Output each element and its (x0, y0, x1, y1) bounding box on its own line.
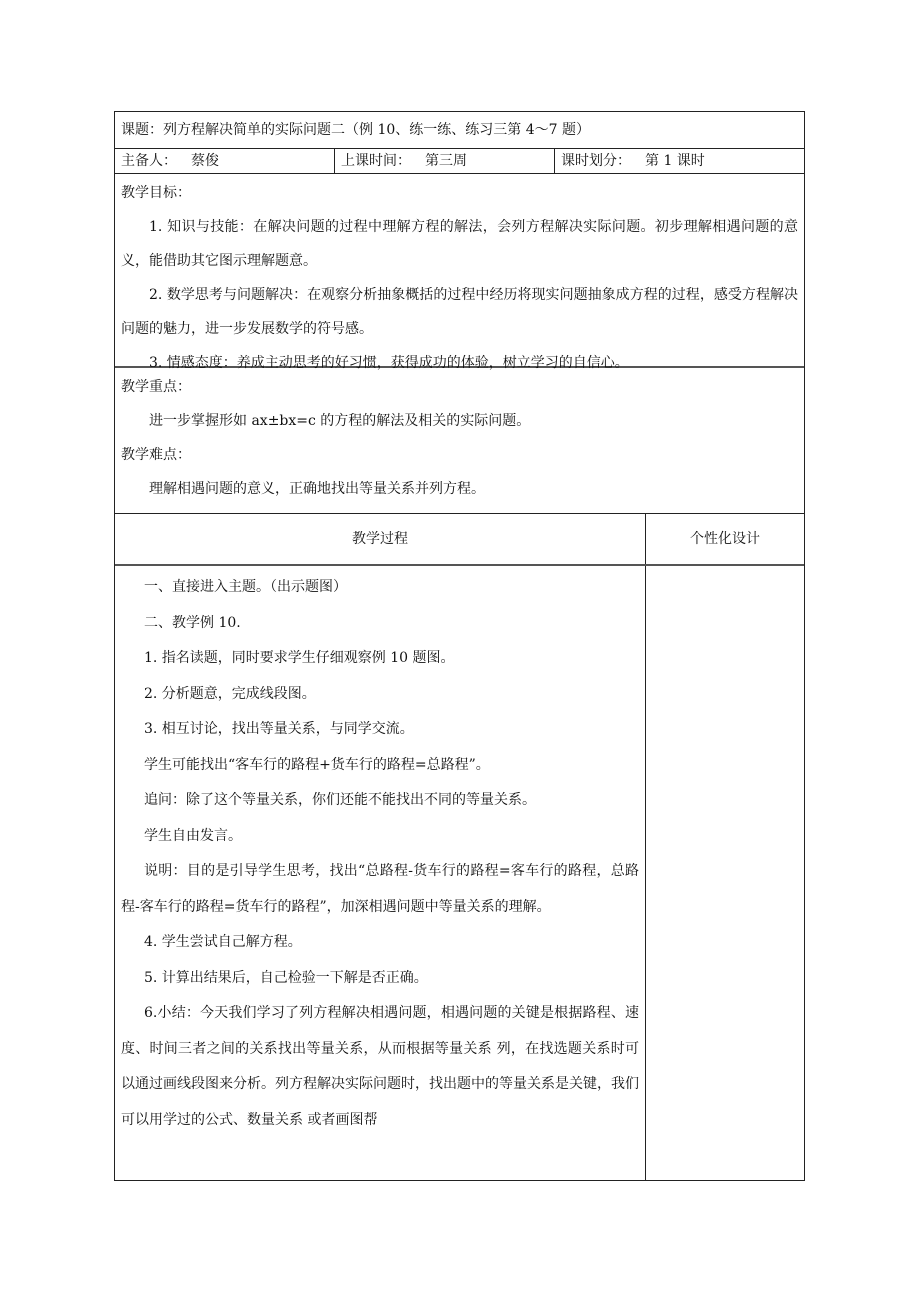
process-body-row (115, 566, 804, 1180)
process-line: 学生自由发言。 (144, 827, 242, 844)
key-points-text: 进一步掌握形如 ax±bx=c 的方程的解法及相关的实际问题。 (149, 413, 531, 429)
topic-label: 课题： (121, 122, 163, 138)
process-header-row (115, 514, 804, 566)
objectives-section (115, 174, 804, 371)
process-explanation: 说明：目的是引导学生思考，找出“总路程-货车行的路程=客车行的路程，总路程-客车行的路程=货车行的路程”，加深相遇问题中等量关系的理解。 (121, 863, 639, 915)
preparer-name: 蔡俊 (191, 153, 219, 169)
difficulties-text: 理解相遇问题的意义，正确地找出等量关系并列方程。 (149, 481, 485, 497)
difficulties-heading: 教学难点： (121, 447, 191, 463)
preparer-cell (115, 149, 335, 173)
class-time-value: 第三周 (425, 153, 467, 169)
process-line: 5. 计算出结果后，自己检验一下解是否正确。 (144, 969, 428, 986)
objective-item: 1. 知识与技能：在解决问题的过程中理解方程的解法，会列方程解决实际问题。初步理解相遇问题的意义，能借助其它图示理解题意。 (121, 219, 798, 269)
process-line: 一、直接进入主题。（出示题图） (144, 579, 347, 595)
process-line: 2. 分析题意，完成线段图。 (144, 685, 316, 702)
lesson-plan-table (114, 111, 805, 1181)
process-line: 二、教学例 10. (144, 614, 241, 631)
topic-row (115, 112, 804, 149)
topic-text: 列方程解决简单的实际问题二（例 10、练一练、练习三第 4～7 题） (163, 122, 590, 138)
process-column-header: 教学过程 (115, 514, 646, 564)
keypoints-section (115, 368, 804, 514)
process-line: 3. 相互讨论，找出等量关系，与同学交流。 (144, 721, 414, 737)
personalized-design-column-header: 个性化设计 (690, 531, 760, 547)
process-summary: 6.小结：今天我们学习了列方程解决相遇问题，相遇问题的关键是根据路程、速度、时间三者之间的关系找出等量关系，从而根据等量关系 列，在找选题关系时可以通过画线段图来分析。列方程解决实际问题时，找出题中的等量关系是关键，我们可以用学过的公式、数量关系 或者画图帮 (121, 1005, 639, 1128)
period-cell (555, 149, 804, 173)
objective-item: 3. 情感态度：养成主动思考的好习惯，获得成功的体验，树立学习的自信心。 (149, 355, 629, 371)
process-content (115, 566, 646, 1180)
process-line: 1. 指名读题，同时要求学生仔细观察例 10 题图。 (144, 650, 455, 666)
class-time-label: 上课时间： (341, 153, 411, 169)
process-line: 追问：除了这个等量关系，你们还能不能找出不同的等量关系。 (144, 792, 536, 808)
process-line: 学生可能找出“客车行的路程+货车行的路程=总路程”。 (144, 756, 490, 773)
period-label: 课时划分： (561, 153, 631, 169)
key-points-heading: 教学重点： (121, 379, 191, 395)
meta-row (115, 149, 804, 174)
preparer-label: 主备人： (121, 153, 177, 169)
period-value: 第 1 课时 (645, 153, 705, 169)
class-time-cell (335, 149, 555, 173)
process-line: 4. 学生尝试自己解方程。 (144, 934, 302, 950)
objectives-heading: 教学目标： (121, 185, 191, 201)
personalized-design-content (646, 566, 804, 1180)
objective-item: 2. 数学思考与问题解决：在观察分析抽象概括的过程中经历将现实问题抽象成方程的过程，感受方程解决问题的魅力，进一步发展数学的符号感。 (121, 287, 798, 337)
